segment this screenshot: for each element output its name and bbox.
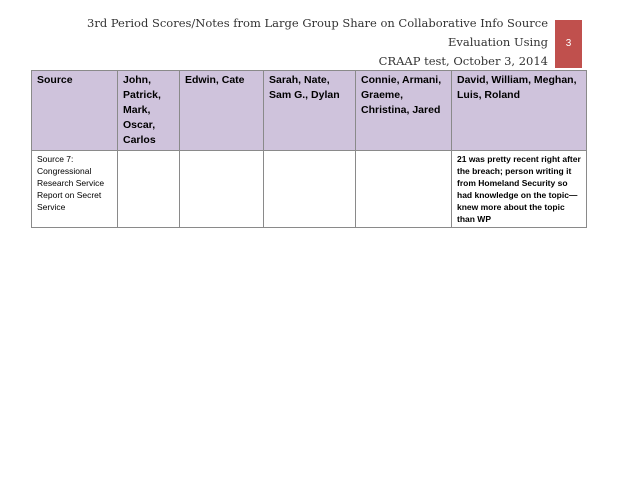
column-header: Connie, Armani, Graeme, Christina, Jared — [356, 71, 452, 151]
notes-cell: 21 was pretty recent right after the breach; person writing it from Homeland Security so had knowledge on the topic—knew more about the topic than WP — [452, 151, 587, 228]
table-cell — [356, 151, 452, 228]
title-line-2: CRAAP test, October 3, 2014 — [378, 54, 548, 68]
column-header: Source — [32, 71, 118, 151]
page-title — [70, 14, 548, 71]
table-row — [32, 151, 587, 228]
title-line-1: 3rd Period Scores/Notes from Large Group Share on Collaborative Info Source Evaluation Using — [87, 16, 548, 49]
scores-table — [31, 70, 587, 228]
table-cell — [264, 151, 356, 228]
column-header: Edwin, Cate — [180, 71, 264, 151]
column-header: David, William, Meghan, Luis, Roland — [452, 71, 587, 151]
table-cell — [180, 151, 264, 228]
source-cell: Source 7: Congressional Research Service Report on Secret Service — [32, 151, 118, 228]
page-number-badge: 3 — [555, 20, 582, 68]
column-header: John, Patrick, Mark, Oscar, Carlos — [118, 71, 180, 151]
column-header: Sarah, Nate, Sam G., Dylan — [264, 71, 356, 151]
table-cell — [118, 151, 180, 228]
table-header-row — [32, 71, 587, 151]
